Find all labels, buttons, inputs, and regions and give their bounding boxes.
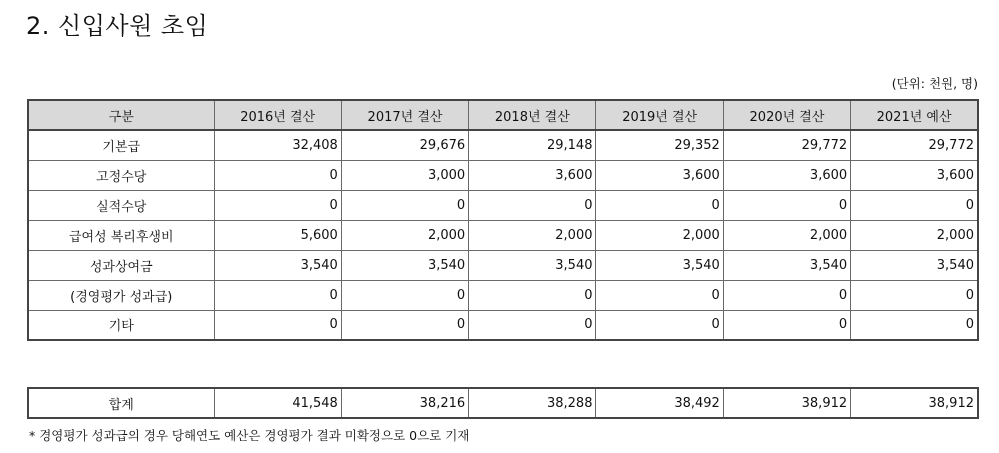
cell-value: 3,540 bbox=[723, 250, 850, 280]
cell-value: 0 bbox=[341, 280, 468, 310]
cell-value: 0 bbox=[469, 310, 596, 340]
cell-value: 3,000 bbox=[341, 160, 468, 190]
table-row bbox=[28, 160, 978, 190]
cell-value: 0 bbox=[341, 190, 468, 220]
cell-value: 0 bbox=[723, 190, 850, 220]
header-2016: 2016년 결산 bbox=[214, 100, 341, 130]
cell-value: 5,600 bbox=[214, 220, 341, 250]
salary-table bbox=[27, 99, 979, 341]
cell-value: 2,000 bbox=[723, 220, 850, 250]
cell-value: 32,408 bbox=[214, 130, 341, 160]
table-row bbox=[28, 220, 978, 250]
table-row bbox=[28, 130, 978, 160]
total-value: 41,548 bbox=[214, 388, 341, 418]
row-label: 기타 bbox=[28, 310, 214, 340]
cell-value: 0 bbox=[851, 280, 978, 310]
cell-value: 3,600 bbox=[723, 160, 850, 190]
footnote: * 경영평가 성과급의 경우 당해연도 예산은 경영평가 결과 미확정으로 0으로 기재 bbox=[29, 428, 470, 443]
header-category: 구분 bbox=[28, 100, 214, 130]
page-title: 2. 신입사원 초임 bbox=[26, 12, 209, 40]
cell-value: 0 bbox=[214, 310, 341, 340]
row-label: 급여성 복리후생비 bbox=[28, 220, 214, 250]
header-2021: 2021년 예산 bbox=[851, 100, 978, 130]
cell-value: 3,540 bbox=[214, 250, 341, 280]
table-row bbox=[28, 280, 978, 310]
cell-value: 0 bbox=[596, 310, 723, 340]
cell-value: 3,600 bbox=[851, 160, 978, 190]
total-value: 38,912 bbox=[723, 388, 850, 418]
cell-value: 0 bbox=[214, 280, 341, 310]
cell-value: 0 bbox=[341, 310, 468, 340]
total-row bbox=[28, 388, 978, 418]
header-2018: 2018년 결산 bbox=[469, 100, 596, 130]
cell-value: 3,540 bbox=[341, 250, 468, 280]
total-label: 합계 bbox=[28, 388, 214, 418]
row-label: 성과상여금 bbox=[28, 250, 214, 280]
cell-value: 3,540 bbox=[469, 250, 596, 280]
cell-value: 0 bbox=[596, 190, 723, 220]
cell-value: 0 bbox=[723, 310, 850, 340]
cell-value: 29,148 bbox=[469, 130, 596, 160]
row-label: (경영평가 성과급) bbox=[28, 280, 214, 310]
cell-value: 0 bbox=[214, 160, 341, 190]
header-2020: 2020년 결산 bbox=[723, 100, 850, 130]
cell-value: 29,676 bbox=[341, 130, 468, 160]
cell-value: 0 bbox=[851, 310, 978, 340]
total-value: 38,912 bbox=[851, 388, 978, 418]
total-value: 38,492 bbox=[596, 388, 723, 418]
total-table bbox=[27, 387, 979, 419]
cell-value: 0 bbox=[851, 190, 978, 220]
row-label: 기본급 bbox=[28, 130, 214, 160]
cell-value: 29,772 bbox=[851, 130, 978, 160]
unit-note: (단위: 천원, 명) bbox=[891, 76, 978, 91]
cell-value: 2,000 bbox=[596, 220, 723, 250]
header-2019: 2019년 결산 bbox=[596, 100, 723, 130]
cell-value: 3,540 bbox=[596, 250, 723, 280]
table-row bbox=[28, 190, 978, 220]
cell-value: 3,540 bbox=[851, 250, 978, 280]
table-row bbox=[28, 310, 978, 340]
cell-value: 0 bbox=[469, 280, 596, 310]
cell-value: 29,772 bbox=[723, 130, 850, 160]
cell-value: 0 bbox=[214, 190, 341, 220]
row-label: 실적수당 bbox=[28, 190, 214, 220]
total-value: 38,216 bbox=[341, 388, 468, 418]
cell-value: 0 bbox=[723, 280, 850, 310]
header-2017: 2017년 결산 bbox=[341, 100, 468, 130]
cell-value: 0 bbox=[469, 190, 596, 220]
cell-value: 3,600 bbox=[469, 160, 596, 190]
cell-value: 2,000 bbox=[341, 220, 468, 250]
header-row bbox=[28, 100, 978, 130]
cell-value: 2,000 bbox=[851, 220, 978, 250]
table-row bbox=[28, 250, 978, 280]
cell-value: 3,600 bbox=[596, 160, 723, 190]
cell-value: 0 bbox=[596, 280, 723, 310]
cell-value: 2,000 bbox=[469, 220, 596, 250]
row-label: 고정수당 bbox=[28, 160, 214, 190]
total-value: 38,288 bbox=[469, 388, 596, 418]
cell-value: 29,352 bbox=[596, 130, 723, 160]
